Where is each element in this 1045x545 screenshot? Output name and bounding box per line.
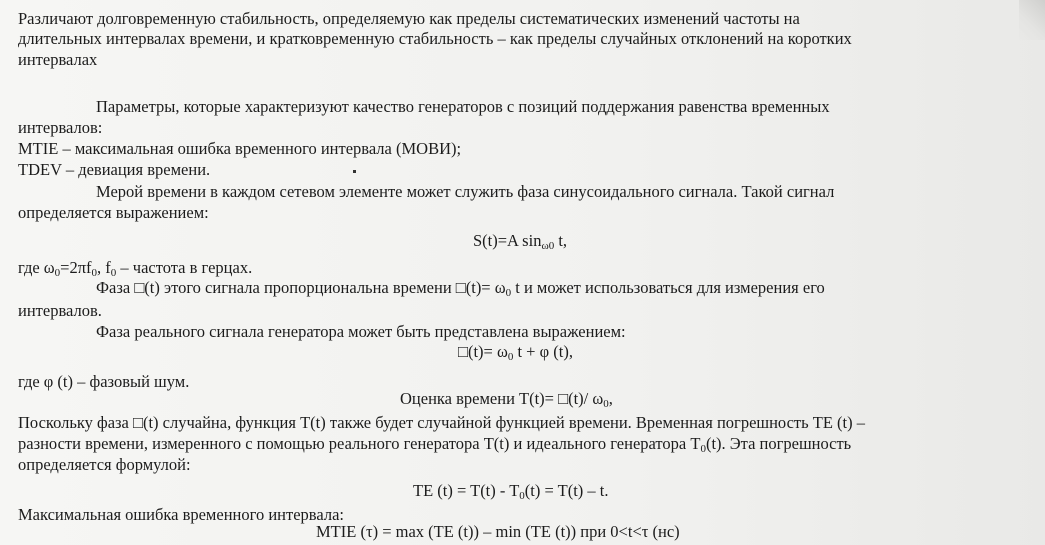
- paragraph-4-line-1: Фаза □(t) этого сигнала пропорциональна времени □(t)= $\omega_0$ t и может использоваться для измерения его: [96, 278, 825, 299]
- paragraph-1-line-3: интервалах: [18, 50, 98, 69]
- paragraph-6-line-2: разности времени, измеренного с помощью реального генератора T(t) и идеального генератора $T_0(t)$. Эта погрешность: [18, 434, 852, 455]
- paragraph-2-line-2: интервалов:: [18, 118, 103, 137]
- formula-time-error: TE $(t) = T(t) - T_0(t) = T(t) - t$.: [413, 481, 609, 502]
- formula-phase: □(t)= $\omega_0$ t + φ (t),: [458, 342, 573, 363]
- paragraph-3-line-1: Мерой времени в каждом сетевом элементе может служить фаза синусоидального сигнала. Такой сигнал: [96, 182, 835, 201]
- formula-signal: S(t)=A $\sin_{\omega 0} t$,: [473, 231, 568, 252]
- formula-mtie: MTIE (τ) = max (TE (t)) – min (TE (t)) при 0<t<τ (нс): [316, 522, 680, 541]
- page-corner-shadow: [1019, 0, 1045, 40]
- paragraph-2-line-1: Параметры, которые характеризуют качество генераторов с позиций поддержания равенства временных: [96, 97, 830, 116]
- paragraph-6-line-1: Поскольку фаза □(t) случайна, функция T(t) также будет случайной функцией времени. Временная погрешность TE (t) –: [18, 413, 866, 432]
- paragraph-4-line-2: интервалов.: [18, 301, 102, 320]
- scan-speck: [353, 170, 356, 173]
- paragraph-7: Максимальная ошибка временного интервала:: [18, 505, 344, 524]
- phase-noise-definition: где φ (t) – фазовый шум.: [18, 372, 190, 391]
- time-estimate: Оценка времени T(t)= □(t)/ $\omega_0$,: [400, 389, 613, 410]
- paragraph-1-line-1: Различают долговременную стабильность, определяемую как пределы систематических изменений частоты на: [18, 9, 800, 28]
- paragraph-3-line-2: определяется выражением:: [18, 203, 209, 222]
- tdev-definition: TDEV – девиация времени.: [18, 160, 211, 179]
- mtie-definition: MTIE – максимальная ошибка временного интервала (МОВИ);: [18, 139, 462, 158]
- paragraph-6-line-3: определяется формулой:: [18, 455, 191, 474]
- omega-definition: где $\omega_0=2\pi f_0$, $f_0$ – частота в герцах.: [18, 258, 253, 279]
- paragraph-1-line-2: длительных интервалах времени, и кратковременную стабильность – как пределы случайных отклонений на коротких: [18, 29, 852, 48]
- paragraph-5: Фаза реального сигнала генератора может быть представлена выражением:: [96, 322, 626, 341]
